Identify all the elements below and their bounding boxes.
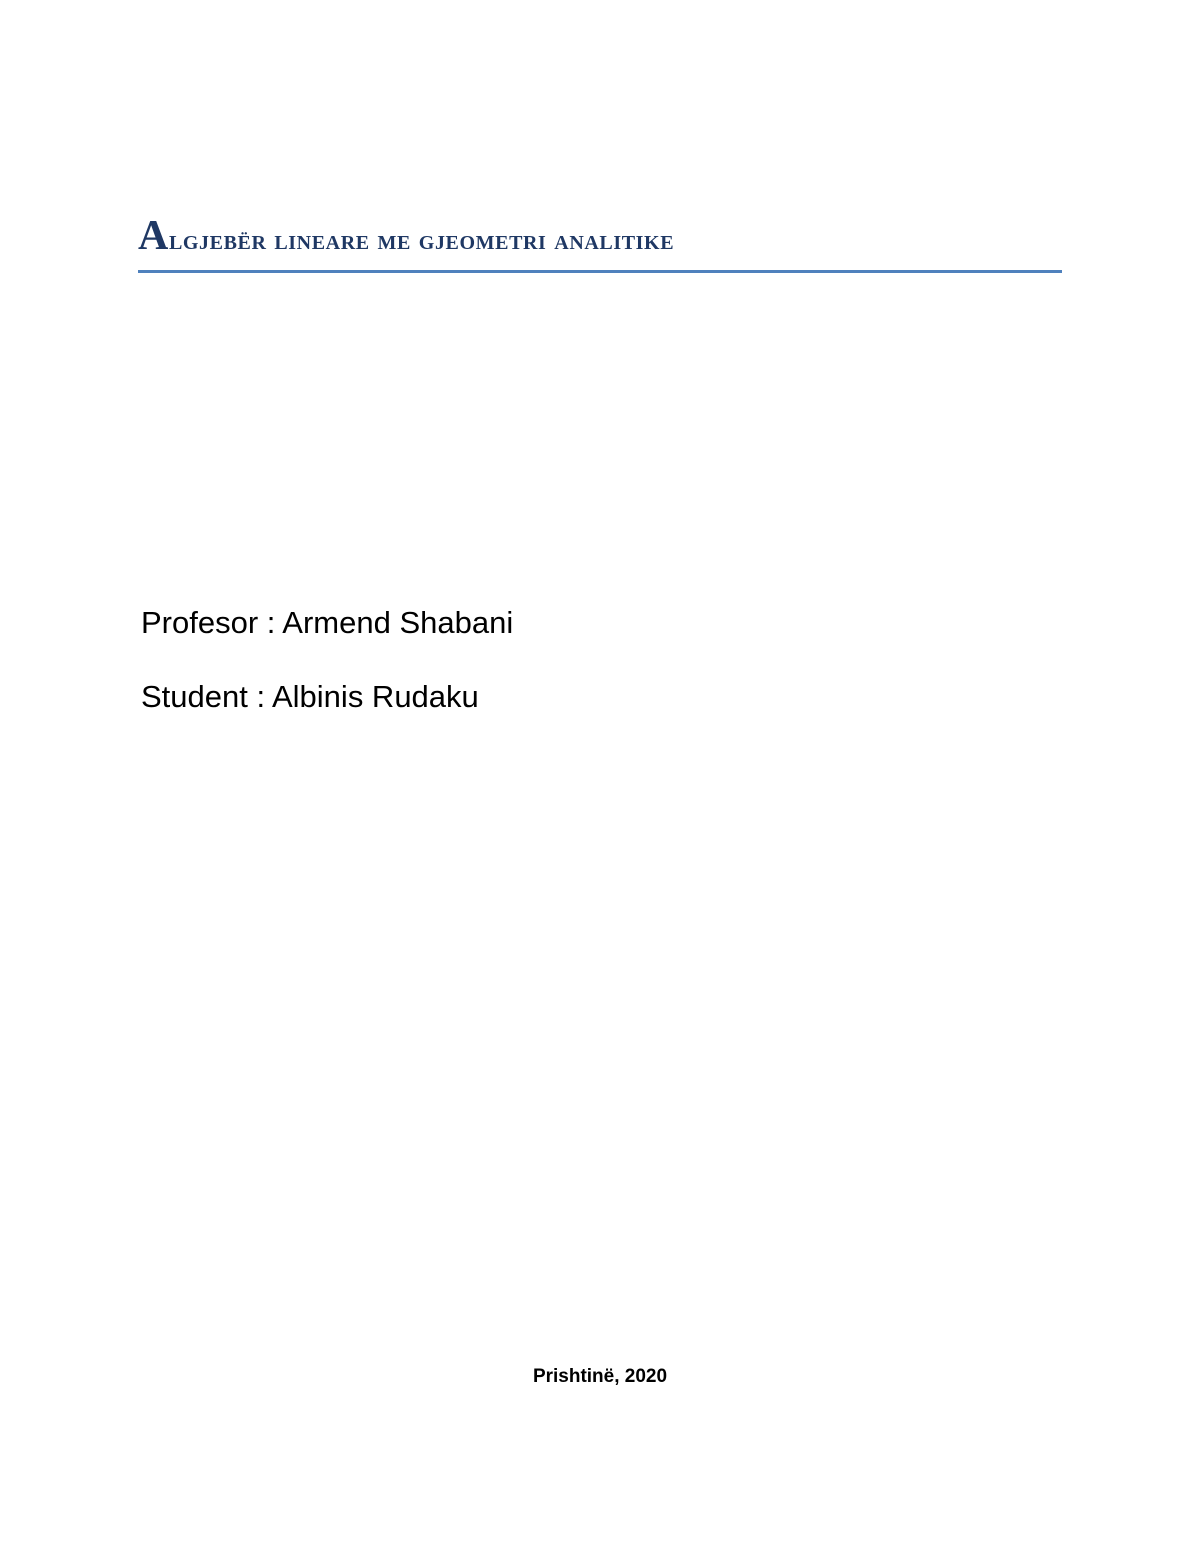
document-title-initial: A — [138, 213, 169, 259]
professor-line: Profesor : Armend Shabani — [141, 605, 514, 640]
title-block — [138, 208, 1062, 273]
student-line: Student : Albinis Rudaku — [141, 679, 479, 714]
title-underline — [138, 270, 1062, 273]
document-title — [138, 208, 1062, 268]
people-block — [141, 600, 513, 748]
document-title-rest: lgjebër lineare me gjeometri analitike — [168, 224, 675, 256]
place-and-year: Prishtinë, 2020 — [532, 1366, 668, 1387]
